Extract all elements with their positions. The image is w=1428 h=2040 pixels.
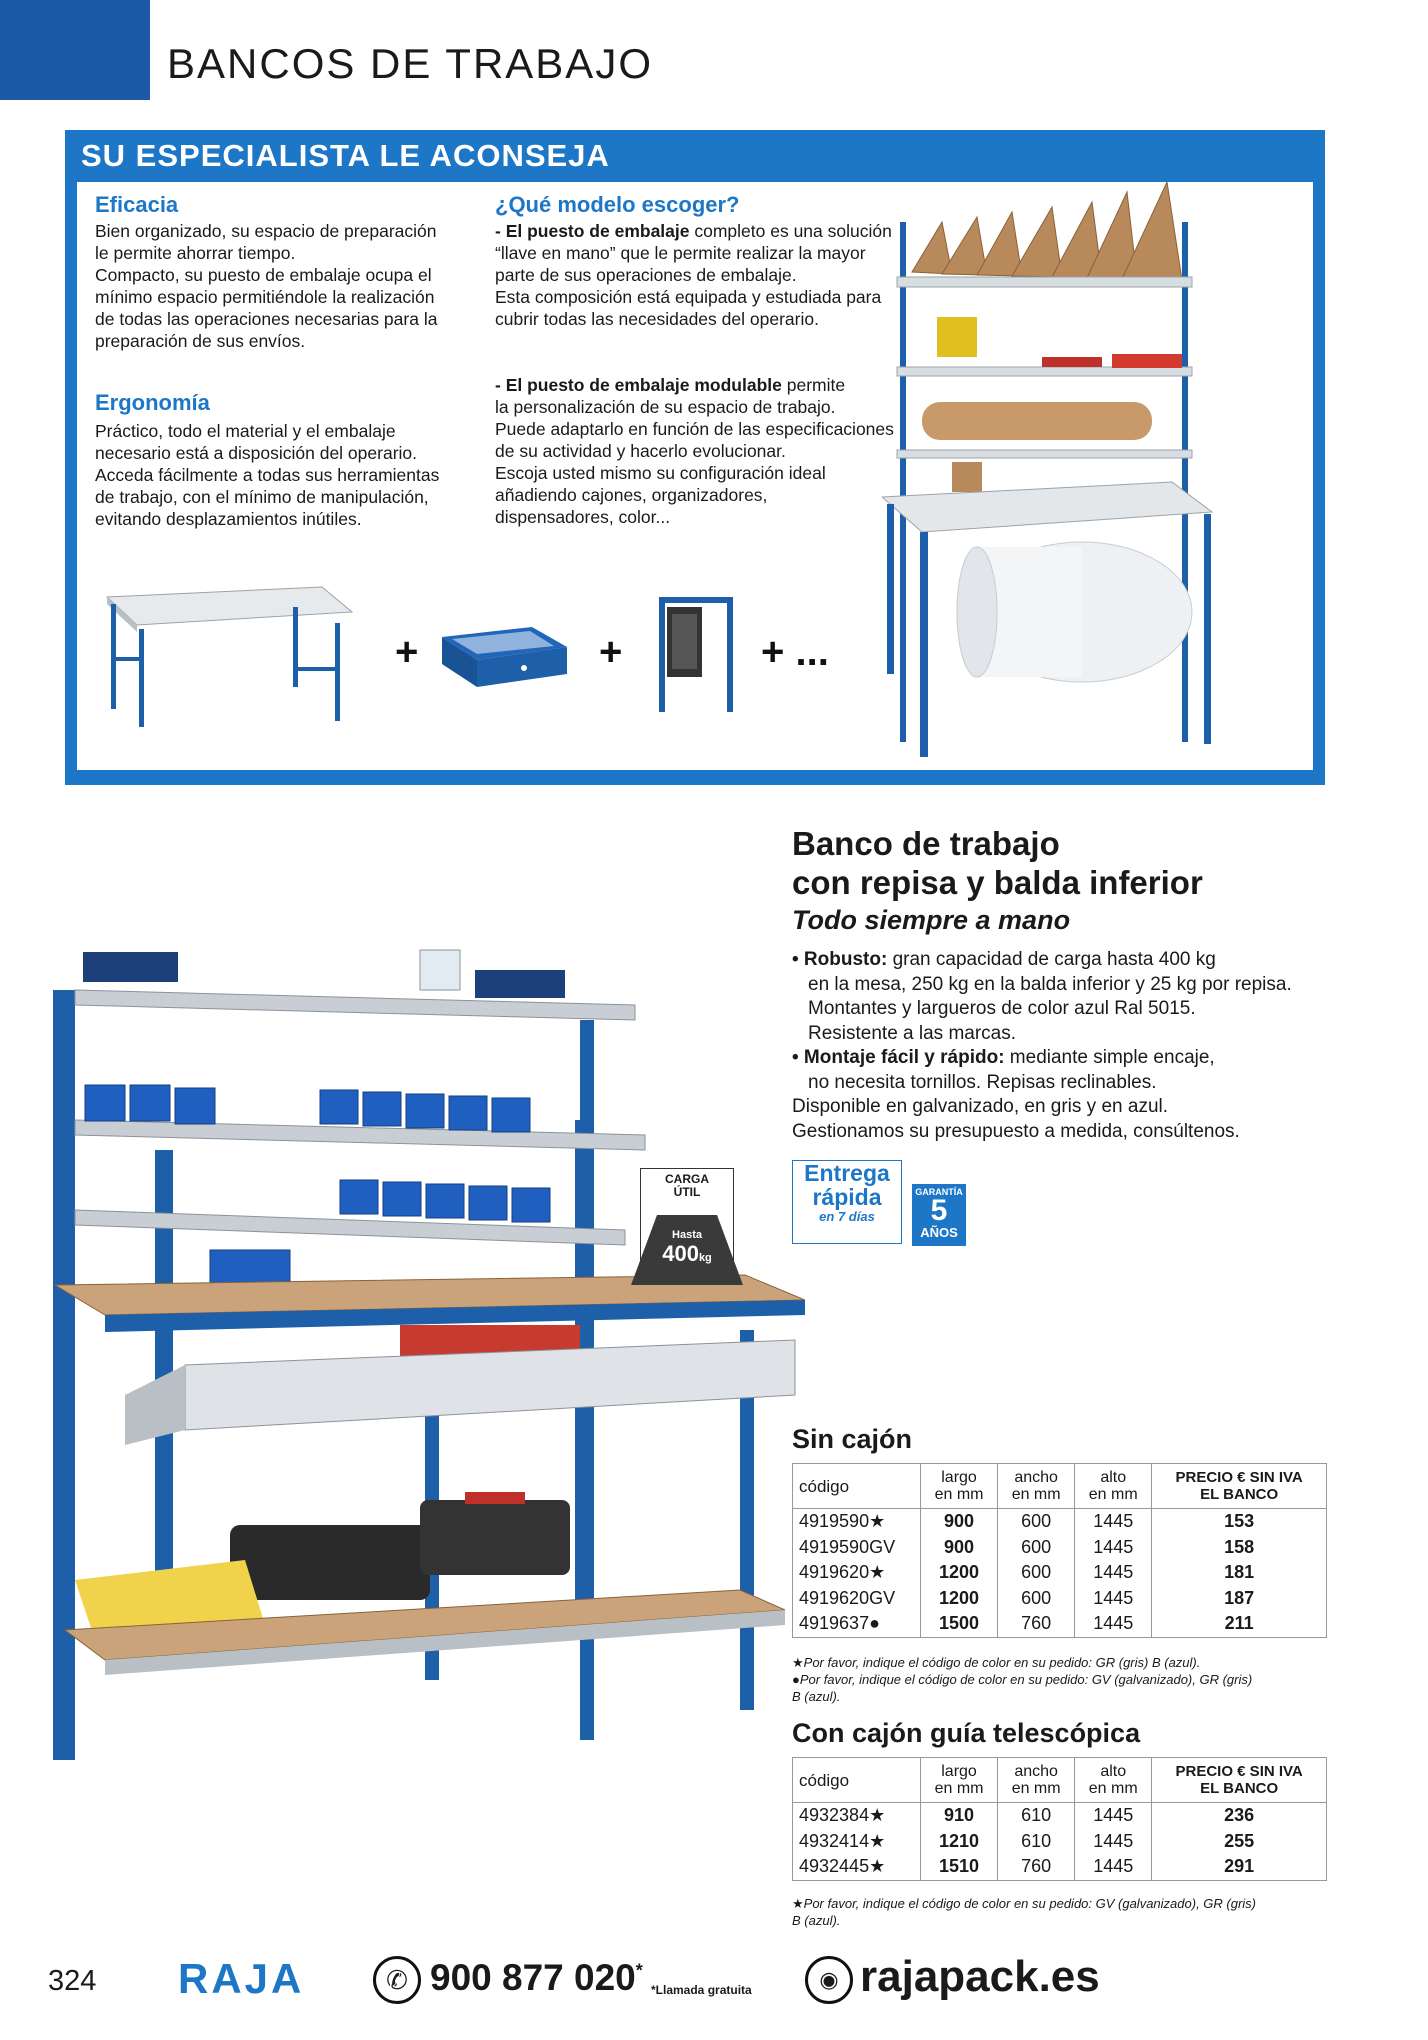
- load-label-line: ÚTIL: [673, 1185, 701, 1199]
- note-line: ★Por favor, indique el código de color en su pedido: GV (galvanizado), GR (gris): [792, 1896, 1257, 1911]
- header-largo: [921, 1464, 998, 1509]
- cell-alto: 1445: [1075, 1535, 1152, 1561]
- cell-price: 211: [1152, 1611, 1327, 1637]
- table-row: [793, 1803, 1327, 1829]
- cell-ancho: 610: [998, 1803, 1075, 1829]
- header-line: en mm: [1011, 1780, 1061, 1797]
- cell-alto: 1445: [1075, 1803, 1152, 1829]
- cell-alto: 1445: [1075, 1560, 1152, 1586]
- warranty-badge: [912, 1184, 966, 1246]
- table-header-row: [793, 1758, 1327, 1803]
- ellipsis-sign: + ...: [761, 630, 829, 674]
- cell-largo: 1210: [921, 1829, 998, 1855]
- text-line: Acceda fácilmente a todas sus herramientas: [95, 465, 440, 485]
- cell-largo: 1500: [921, 1611, 998, 1637]
- table-row: [793, 1854, 1327, 1880]
- advice-title: SU ESPECIALISTA LE ACONSEJA: [81, 138, 610, 173]
- cell-code: 4919637●: [793, 1611, 921, 1637]
- plus-sign: +: [395, 630, 419, 674]
- load-unit: kg: [698, 1252, 712, 1264]
- header-line: PRECIO € SIN IVA: [1175, 1763, 1303, 1780]
- load-label: [641, 1169, 733, 1199]
- table-row: [793, 1586, 1327, 1612]
- header-alto: [1075, 1464, 1152, 1509]
- cell-ancho: 610: [998, 1829, 1075, 1855]
- text-line: necesario está a disposición del operario.: [95, 443, 417, 463]
- text-line: la personalización de su espacio de trabajo.: [495, 397, 836, 417]
- header-ancho: [998, 1464, 1075, 1509]
- text-line: Puede adaptarlo en función de las especificaciones: [495, 419, 894, 439]
- cell-alto: 1445: [1075, 1611, 1152, 1637]
- header-alto: [1075, 1758, 1152, 1803]
- header-line: largo: [941, 1469, 977, 1486]
- header-line: largo: [941, 1763, 977, 1780]
- header-line: en mm: [934, 1486, 984, 1503]
- cell-alto: 1445: [1075, 1509, 1152, 1535]
- cell-code: 4919620GV: [793, 1586, 921, 1612]
- header-line: EL BANCO: [1200, 1780, 1279, 1797]
- text: permite: [781, 375, 846, 395]
- load-value: [641, 1241, 733, 1267]
- text-line: añadiendo cajones, organizadores,: [495, 485, 768, 505]
- header-line: en mm: [1088, 1780, 1138, 1797]
- product-tagline: Todo siempre a mano: [792, 905, 1071, 935]
- cell-code: 4919590GV: [793, 1535, 921, 1561]
- note-line: B (azul).: [792, 1913, 841, 1928]
- text-line: Bien organizado, su espacio de preparación: [95, 221, 437, 241]
- cell-largo: 900: [921, 1535, 998, 1561]
- load-hasta: Hasta: [672, 1229, 702, 1241]
- page-number: 324: [48, 1965, 97, 1997]
- raja-logo: RAJA: [178, 1955, 305, 2002]
- note-line: ●Por favor, indique el código de color en su pedido: GV (galvanizado), GR (gris): [792, 1672, 1253, 1687]
- mouse-icon: ◉: [805, 1956, 853, 2004]
- product-title-line: Banco de trabajo: [792, 825, 1060, 862]
- modelo-heading: ¿Qué modelo escoger?: [495, 192, 740, 217]
- table-row: [793, 1829, 1327, 1855]
- cell-ancho: 760: [998, 1611, 1075, 1637]
- feature-line: Disponible en galvanizado, en gris y en azul.: [792, 1096, 1169, 1117]
- eficacia-heading: Eficacia: [95, 192, 179, 217]
- cell-largo: 900: [921, 1509, 998, 1535]
- header-code: código: [793, 1758, 921, 1803]
- cell-code: 4919590★: [793, 1509, 921, 1535]
- cell-code: 4932384★: [793, 1803, 921, 1829]
- product-title-line: con repisa y balda inferior: [792, 864, 1203, 901]
- cell-ancho: 600: [998, 1509, 1075, 1535]
- workbench-illustration: [97, 577, 357, 727]
- packing-station-illustration: [882, 182, 1312, 772]
- note-line: ★Por favor, indique el código de color en su pedido: GR (gris) B (azul).: [792, 1655, 1201, 1670]
- cell-largo: 1200: [921, 1586, 998, 1612]
- feature-line: en la mesa, 250 kg en la balda inferior y 25 kg por repisa.: [808, 973, 1292, 995]
- ergonomia-text: [95, 420, 485, 530]
- phone-icon: ✆: [373, 1956, 421, 2004]
- text-line: de su actividad y hacerlo evolucionar.: [495, 441, 786, 461]
- product-features: [792, 948, 1352, 1144]
- table-row: [793, 1611, 1327, 1637]
- text: completo es una solución: [689, 221, 892, 241]
- delivery-line: en 7 días: [819, 1209, 875, 1224]
- workbench-product-image: [45, 940, 805, 1820]
- cell-code: 4932445★: [793, 1854, 921, 1880]
- note-con-cajon: [792, 1895, 1332, 1929]
- phone-digits: 900 877 020: [430, 1957, 636, 1998]
- table-header-row: [793, 1464, 1327, 1509]
- header-line: en mm: [934, 1780, 984, 1797]
- header-line: alto: [1100, 1763, 1127, 1780]
- header-price: [1152, 1758, 1327, 1803]
- product-title: [792, 824, 1392, 902]
- phone-mark: *: [635, 1960, 643, 1981]
- eficacia-text: [95, 220, 485, 352]
- cell-ancho: 760: [998, 1854, 1075, 1880]
- bold-text: - El puesto de embalaje: [495, 221, 690, 241]
- warranty-label: GARANTÍA: [915, 1187, 963, 1197]
- header-line: EL BANCO: [1200, 1486, 1279, 1503]
- cell-price: 181: [1152, 1560, 1327, 1586]
- delivery-line: Entrega: [804, 1160, 890, 1186]
- feature-bold: • Robusto:: [792, 949, 888, 970]
- cell-price: 187: [1152, 1586, 1327, 1612]
- text-line: cubrir todas las necesidades del operario.: [495, 309, 819, 329]
- cell-price: 255: [1152, 1829, 1327, 1855]
- note-line: B (azul).: [792, 1689, 841, 1704]
- feature-line: [792, 1046, 1352, 1071]
- warranty-unit: AÑOS: [920, 1225, 958, 1240]
- header-line: en mm: [1088, 1486, 1138, 1503]
- header-code: código: [793, 1464, 921, 1509]
- header-line: PRECIO € SIN IVA: [1175, 1469, 1303, 1486]
- text-line: mínimo espacio permitiéndole la realización: [95, 287, 435, 307]
- feature-text: mediante simple encaje,: [1004, 1047, 1215, 1068]
- cell-price: 153: [1152, 1509, 1327, 1535]
- header-price: [1152, 1464, 1327, 1509]
- dispenser-illustration: [647, 592, 747, 717]
- text-line: evitando desplazamientos inútiles.: [95, 509, 362, 529]
- feature-line: Montantes y largueros de color azul Ral 5015.: [808, 998, 1196, 1019]
- drawer-illustration: [432, 622, 577, 702]
- feature-text: gran capacidad de carga hasta 400 kg: [887, 949, 1216, 970]
- text-line: Práctico, todo el material y el embalaje: [95, 421, 396, 441]
- cell-alto: 1445: [1075, 1829, 1152, 1855]
- cell-price: 158: [1152, 1535, 1327, 1561]
- cell-alto: 1445: [1075, 1586, 1152, 1612]
- cell-code: 4919620★: [793, 1560, 921, 1586]
- plus-sign: +: [599, 630, 623, 674]
- cell-ancho: 600: [998, 1535, 1075, 1561]
- text-line: “llave en mano” que le permite realizar la mayor: [495, 243, 866, 263]
- load-number: 400: [662, 1241, 699, 1266]
- text-line: dispensadores, color...: [495, 507, 671, 527]
- text-line: parte de sus operaciones de embalaje.: [495, 265, 797, 285]
- phone-note: *Llamada gratuita: [651, 1983, 752, 1997]
- text-line: preparación de sus envíos.: [95, 331, 306, 351]
- note-sin-cajon: [792, 1654, 1332, 1705]
- feature-line: Resistente a las marcas.: [808, 1022, 1017, 1044]
- header-line: en mm: [1011, 1486, 1061, 1503]
- load-capacity-badge: [640, 1168, 734, 1280]
- price-table-con-cajon: [792, 1757, 1327, 1881]
- delivery-badge: [792, 1160, 902, 1244]
- text-line: de todas las operaciones necesarias para la: [95, 309, 438, 329]
- feature-line: no necesita tornillos. Repisas reclinables.: [808, 1071, 1157, 1093]
- header-largo: [921, 1758, 998, 1803]
- load-label-line: CARGA: [665, 1172, 709, 1186]
- warranty-years: 5: [930, 1194, 948, 1227]
- feature-line: [792, 948, 1352, 973]
- cell-alto: 1445: [1075, 1854, 1152, 1880]
- header-line: ancho: [1014, 1763, 1058, 1780]
- feature-line: Gestionamos su presupuesto a medida, consúltenos.: [792, 1120, 1240, 1142]
- text-line: de trabajo, con el mínimo de manipulación,: [95, 487, 429, 507]
- bold-text: - El puesto de embalaje modulable: [495, 375, 782, 395]
- advice-content: [77, 182, 1313, 770]
- website-link[interactable]: rajapack.es: [860, 1952, 1100, 2001]
- cell-price: 236: [1152, 1803, 1327, 1829]
- cell-largo: 910: [921, 1803, 998, 1829]
- cell-code: 4932414★: [793, 1829, 921, 1855]
- ergonomia-heading: Ergonomía: [95, 390, 210, 415]
- text-line: le permite ahorrar tiempo.: [95, 243, 296, 263]
- cell-largo: 1200: [921, 1560, 998, 1586]
- table-row: [793, 1509, 1327, 1535]
- section-title-sin-cajon: Sin cajón: [792, 1424, 913, 1454]
- header-line: ancho: [1014, 1469, 1058, 1486]
- table-row: [793, 1535, 1327, 1561]
- header-ancho: [998, 1758, 1075, 1803]
- phone-number[interactable]: [430, 1957, 643, 1999]
- section-title-con-cajon: Con cajón guía telescópica: [792, 1718, 1141, 1748]
- header-line: alto: [1100, 1469, 1127, 1486]
- advice-box: [65, 130, 1325, 785]
- table-row: [793, 1560, 1327, 1586]
- cell-ancho: 600: [998, 1560, 1075, 1586]
- delivery-line: rápida: [812, 1184, 882, 1210]
- text-line: Escoja usted mismo su configuración ideal: [495, 463, 826, 483]
- feature-bold: • Montaje fácil y rápido:: [792, 1047, 1005, 1068]
- text-line: Compacto, su puesto de embalaje ocupa el: [95, 265, 432, 285]
- cell-ancho: 600: [998, 1586, 1075, 1612]
- text-line: Esta composición está equipada y estudiada para: [495, 287, 882, 307]
- page-title: BANCOS DE TRABAJO: [167, 40, 653, 87]
- price-table-sin-cajon: [792, 1463, 1327, 1638]
- cell-price: 291: [1152, 1854, 1327, 1880]
- cell-largo: 1510: [921, 1854, 998, 1880]
- header-corner-block: [0, 0, 150, 100]
